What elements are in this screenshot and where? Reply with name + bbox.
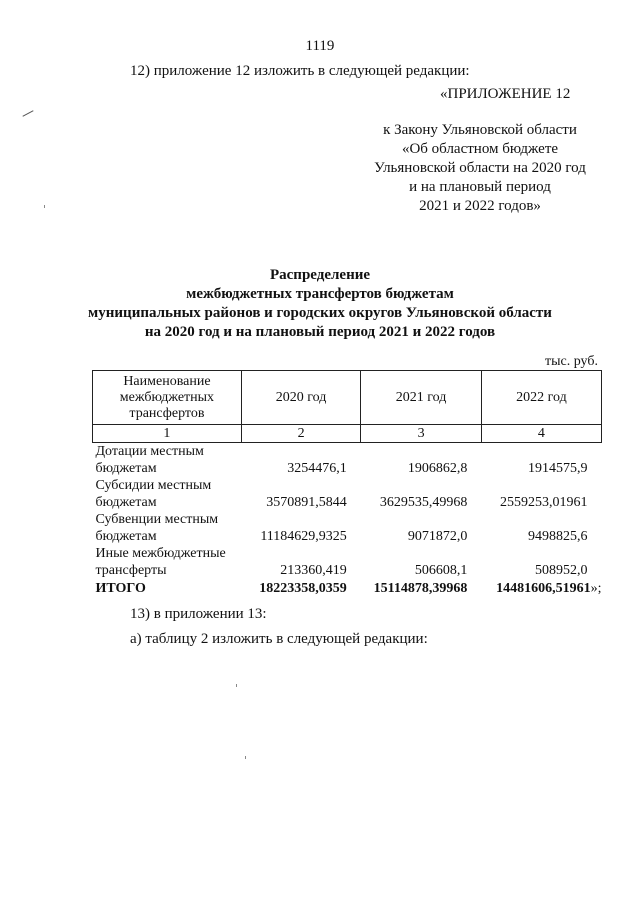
- row-value-2022: 508952,0: [535, 563, 588, 578]
- row-value-2021: 506608,1: [414, 563, 468, 578]
- intro-line: 12) приложение 12 изложить в следующей редакции:: [130, 63, 470, 79]
- scan-dot: [44, 205, 45, 208]
- row-value-2021: 1906862,8: [407, 461, 468, 476]
- total-2022: 14481606,51961: [496, 581, 591, 596]
- page-number: 1119: [305, 38, 335, 54]
- header-2020: 2020 год: [241, 371, 360, 425]
- row-value-2020: 3254476,1: [287, 461, 347, 476]
- scan-dot: [245, 756, 246, 759]
- header-2021: 2021 год: [361, 371, 482, 425]
- appendix-line: Ульяновской области на 2020 год: [374, 160, 586, 176]
- total-2020: 18223358,0359: [259, 581, 347, 596]
- table-header-row: [93, 371, 602, 425]
- appendix-line: и на плановый период: [409, 179, 551, 195]
- heading-line: межбюджетных трансфертов бюджетам: [186, 286, 454, 302]
- transfers-table: [92, 370, 602, 597]
- column-numbers-row: [93, 425, 602, 443]
- table-row: [93, 443, 602, 478]
- table-row: [93, 545, 602, 579]
- column-number: 2: [241, 425, 360, 443]
- appendix-line: «Об областном бюджете: [401, 141, 559, 157]
- row-value-2020: 3570891,5844: [266, 495, 347, 510]
- total-label: ИТОГО: [95, 581, 146, 596]
- row-name: Субвенции местным бюджетам: [95, 512, 219, 544]
- column-number: 4: [481, 425, 601, 443]
- document-heading: [0, 266, 640, 342]
- paragraph-a: а) таблицу 2 изложить в следующей редакции:: [130, 631, 428, 647]
- row-value-2022: 1914575,9: [528, 461, 588, 476]
- total-row: [93, 579, 602, 597]
- row-value-2022: 9498825,6: [528, 529, 588, 544]
- unit-label: тыс. руб.: [545, 354, 598, 369]
- appendix-line: к Закону Ульяновской области: [383, 122, 577, 138]
- total-2022-cell: [481, 579, 601, 597]
- row-value-2020: 213360,419: [280, 563, 347, 578]
- appendix-title: «ПРИЛОЖЕНИЕ 12: [440, 86, 571, 102]
- header-name: Наименование межбюджетных трансфертов: [93, 371, 242, 425]
- total-suffix: »;: [590, 581, 602, 596]
- row-name: Дотации местным бюджетам: [95, 444, 204, 476]
- heading-line: Распределение: [269, 267, 371, 283]
- column-number: 3: [361, 425, 482, 443]
- table-row: [93, 477, 602, 511]
- appendix-line: 2021 и 2022 годов»: [419, 198, 541, 214]
- column-number: 1: [93, 425, 242, 443]
- row-value-2021: 3629535,49968: [379, 495, 468, 510]
- heading-line: на 2020 год и на плановый период 2021 и 2022 годов: [144, 324, 496, 340]
- scan-dot: [236, 684, 237, 687]
- total-2021: 15114878,39968: [373, 581, 468, 596]
- heading-line: муниципальных районов и городских округов Ульяновской области: [88, 305, 552, 321]
- header-2022: 2022 год: [481, 371, 601, 425]
- row-value-2020: 11184629,9325: [260, 529, 347, 544]
- paragraph-13: 13) в приложении 13:: [130, 606, 267, 622]
- table-row: [93, 511, 602, 545]
- row-name: Субсидии местным бюджетам: [95, 478, 212, 510]
- row-value-2021: 9071872,0: [407, 529, 468, 544]
- scan-mark: [22, 110, 33, 117]
- row-value-2022: 2559253,01961: [500, 495, 588, 510]
- row-name: Иные межбюджетные трансферты: [95, 546, 226, 578]
